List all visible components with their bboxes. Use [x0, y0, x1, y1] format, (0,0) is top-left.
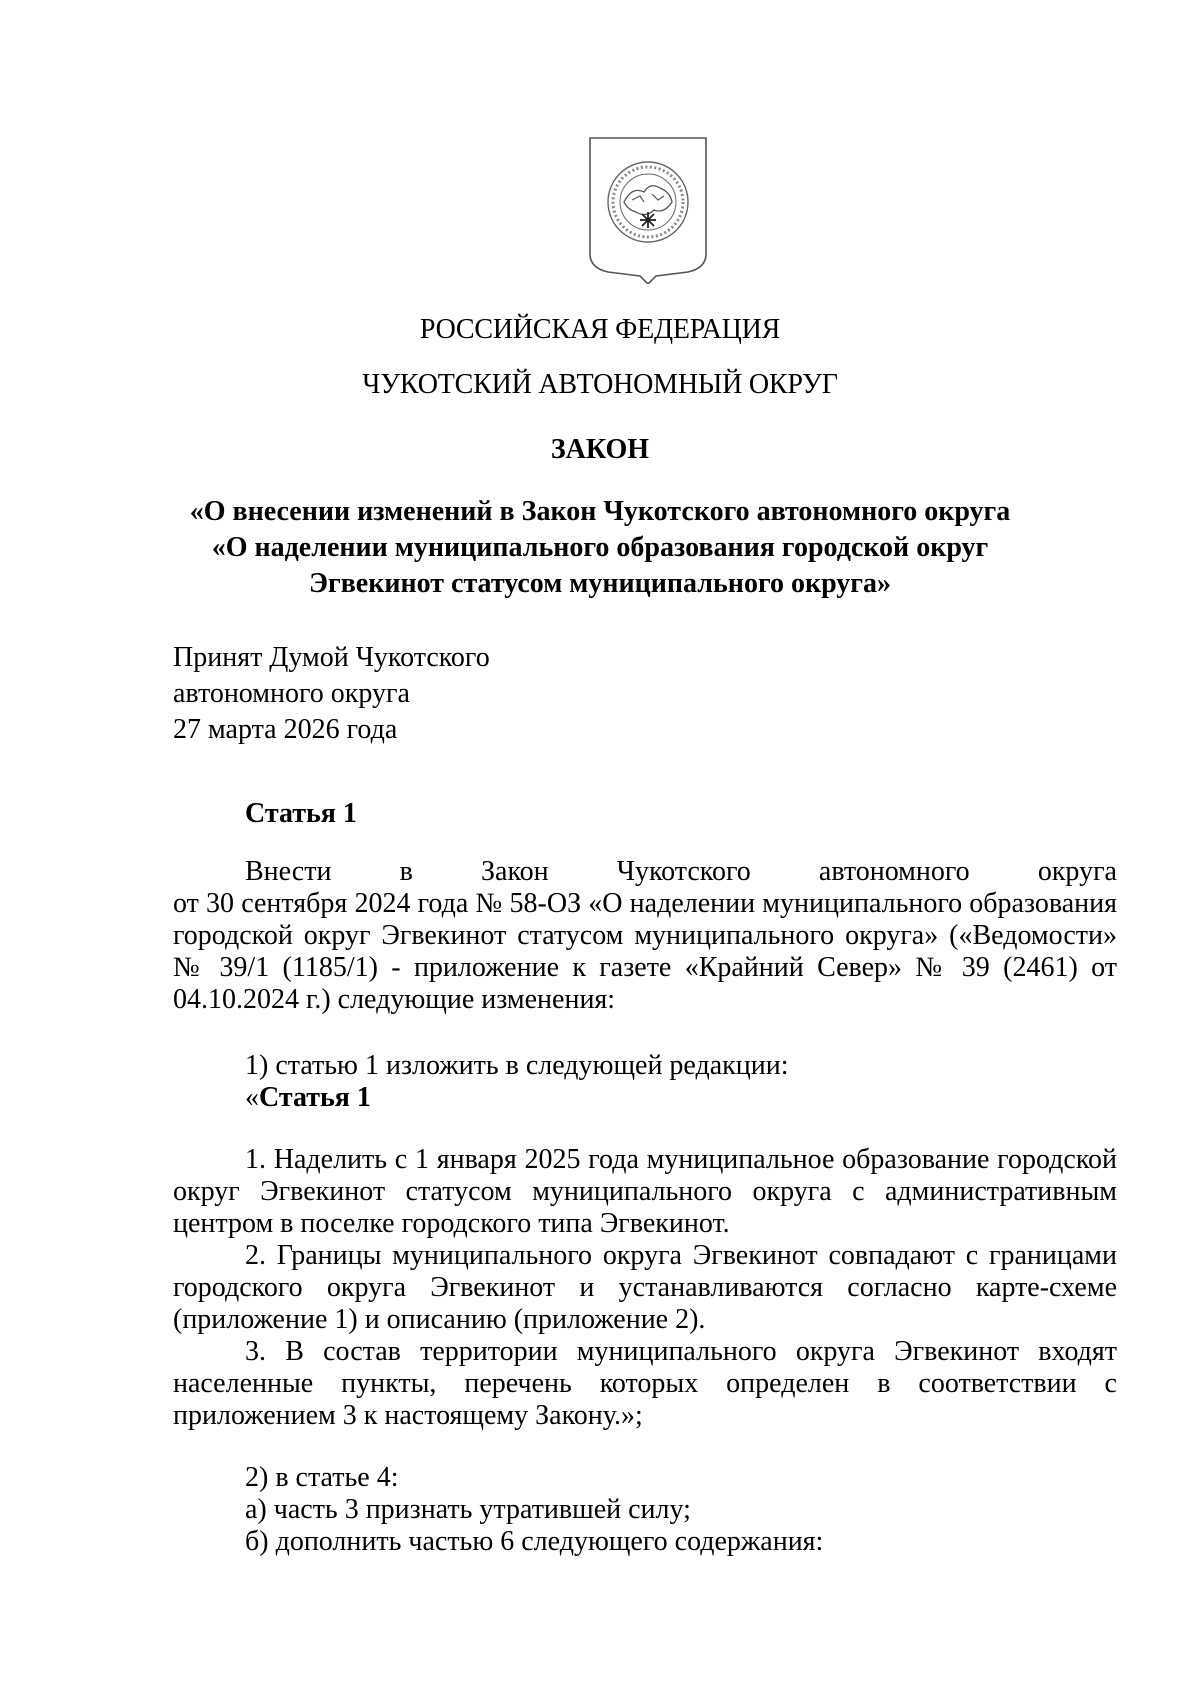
article-heading: Статья 1 — [245, 798, 357, 829]
adoption-note — [173, 640, 490, 748]
new-article-paragraph-2: 2. Границы муниципального округа Эгвекинот совпадают с границами городского округа Эгвекинот и устанавливаются согласно карте-схеме (приложение 1) и описанию (приложение 2). — [173, 1240, 1117, 1335]
federation-heading: РОССИЙСКАЯ ФЕДЕРАЦИЯ — [419, 314, 781, 345]
adoption-line: 27 марта 2026 года — [173, 714, 398, 745]
law-title — [0, 494, 1200, 602]
adoption-line: автономного округа — [173, 678, 410, 709]
intro-first-line — [173, 856, 1117, 888]
intro-word: округа — [1037, 856, 1117, 887]
okrug-heading: ЧУКОТСКИЙ АВТОНОМНЫЙ ОКРУГ — [362, 369, 838, 400]
new-article-paragraph-1: 1. Наделить с 1 января 2025 года муниципальное образование городской округ Эгвекинот статусом муниципального округа с административным центром в поселке городского типа Эгвекинот. — [173, 1144, 1117, 1239]
law-title-line: Эгвекинот статусом муниципального округа» — [308, 568, 892, 599]
intro-word: автономного — [818, 856, 970, 887]
new-article-paragraph-3: 3. В состав территории муниципального округа Эгвекинот входят населенные пункты, перечень которых определен в соответствии с приложением 3 к настоящему Закону.»; — [173, 1336, 1117, 1431]
intro-word: Закон — [480, 856, 549, 887]
amendment-item-1: 1) статью 1 изложить в следующей редакции: — [245, 1050, 789, 1081]
intro-word: Чукотского — [616, 856, 751, 887]
law-title-line: «О внесении изменений в Закон Чукотского автономного округа — [189, 496, 1011, 527]
amendment-item-2a: а) часть 3 признать утратившей силу; — [245, 1494, 691, 1525]
adoption-line: Принят Думой Чукотского — [173, 642, 490, 673]
intro-word: в — [399, 856, 413, 887]
intro-word: Внести — [245, 856, 332, 887]
amendment-item-2b: б) дополнить частью 6 следующего содержания: — [245, 1526, 824, 1557]
intro-paragraph: от 30 сентября 2024 года № 58-ОЗ «О наделении муниципального образования городской округ Эгвекинот статусом муниципального округа» («Ведомости» № 39/1 (1185/1) - приложение к газете «Крайний Север» № 39 (2461) от 04.10.2024 г.) следующие изменения: — [173, 888, 1117, 1015]
doc-type-heading: ЗАКОН — [550, 434, 650, 465]
law-title-line: «О наделении муниципального образования городской округ — [211, 532, 989, 563]
amendment-item-2: 2) в статье 4: — [245, 1462, 399, 1493]
new-article-heading: «Статья 1 — [245, 1082, 371, 1113]
coat-of-arms-icon — [588, 136, 708, 284]
